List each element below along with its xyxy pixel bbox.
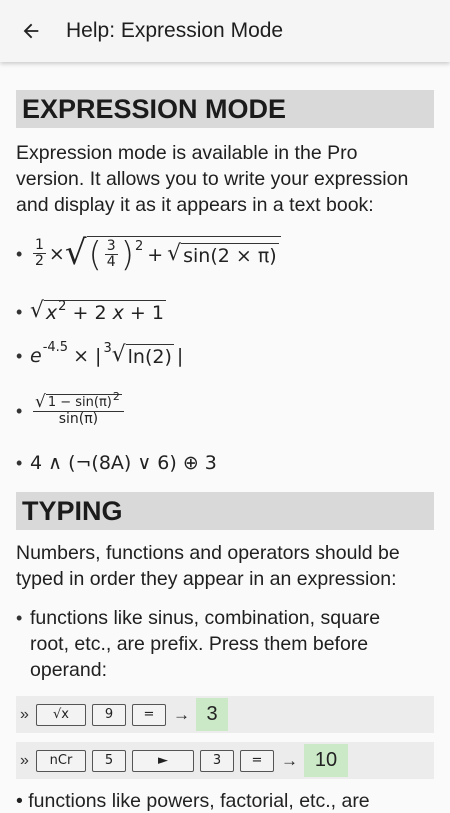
example-marker: » [20,751,29,769]
key-next: ► [132,750,194,772]
arrow-right-icon: → [173,704,190,724]
math-example-2: • √ $x^2 + 2$ x + 1 [16,298,164,324]
math-example-5: • 4 ∧ (¬(8A) ∨ 6) ⊕ 3 [16,452,217,474]
bullet: • [16,452,23,473]
key-3: 3 [200,750,234,772]
bullet: • [16,790,23,812]
key-ncr: nCr [36,750,86,772]
key-equals: = [240,750,274,772]
typing-bullet-prefix [16,605,436,683]
intro-line: and display it as it appears in a text book: [16,194,374,216]
math-example-3: • e -4.5 × | 3 √ ln(2) | [16,339,184,368]
intro-line: version. It allows you to write your expression [16,168,409,190]
bullet: • [16,345,23,366]
math-example-4: • √ $1 - \sin(\pi)^2$ sin(π) [16,382,127,440]
app-bar [0,0,450,62]
bullet: • [16,243,23,264]
example-marker: » [20,705,29,723]
square-root: √ ( $\frac{3}{4}$ ) 2 + √ sin(2 × π) [65,236,281,272]
math-example-1: • $\frac{1}{2}$ × √ ( $\frac{3}{4}$ ) 2 + √ sin(2 × π) [16,228,281,280]
bullet-line: functions like powers, factorial, etc., are [28,790,370,812]
bullet-line: root, etc., are prefix. Press them before [30,633,369,655]
fraction: $\frac{1}{2}$ [35,237,44,270]
page-title: Help: Expression Mode [66,19,284,42]
help-content[interactable] [0,62,450,812]
bullet: • [16,400,23,421]
bullet-line: functions like sinus, combination, square [30,607,381,629]
result-value: 3 [196,698,228,731]
key-sequence-example-2 [16,742,434,779]
key-sqrt: √x [36,704,86,726]
result-value: 10 [304,744,348,777]
bullet: • [16,608,23,628]
back-button[interactable] [0,0,62,62]
arrow-left-icon [20,20,42,42]
typing-bullet-postfix-partial [16,790,370,813]
key-5: 5 [92,750,126,772]
expression-intro [16,140,436,218]
key-9: 9 [92,704,126,726]
bullet-line: operand: [30,659,107,681]
section-heading-typing: TYPING [16,492,434,530]
intro-line: Expression mode is available in the Pro [16,142,358,164]
section-heading-expression-mode: EXPRESSION MODE [16,90,434,128]
key-sequence-example-1 [16,696,434,733]
typing-intro [16,540,436,592]
intro-line: typed in order they appear in an expression: [16,568,397,590]
bullet: • [16,301,23,322]
arrow-right-icon: → [281,750,298,770]
intro-line: Numbers, functions and operators should be [16,542,400,564]
key-equals: = [132,704,166,726]
